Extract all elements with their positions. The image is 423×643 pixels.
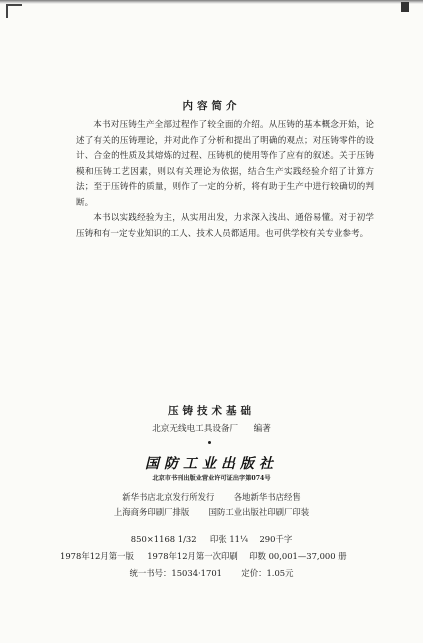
sellers: 各地新华书店经售	[233, 492, 301, 502]
first-edition: 1978年12月第一版	[60, 551, 134, 561]
typesetter: 上海商务印刷厂排版	[113, 507, 190, 517]
scan-edge-mark	[401, 2, 409, 12]
page-format: 850×1168 1/32	[130, 534, 197, 544]
print-run: 印数 00,001—37,000 册	[249, 551, 347, 561]
separator-dot	[208, 441, 211, 444]
edition-line	[60, 550, 380, 562]
publisher-logo: 国防工业出版社	[145, 456, 278, 472]
catalog-line	[0, 567, 423, 579]
intro-text	[76, 118, 374, 242]
intro-paragraph-1: 本书对压铸生产全部过程作了较全面的介绍。从压铸的基本概念开始，论述了有关的压铸理论，并对此作了分析和提出了明确的观点；对压铸零件的设计、合金的性质及其熔炼的过程、压铸机的使用等作了应有的叙述。关于压铸模和压铸工艺因素，则以有关理论为依据，结合生产实践经验介绍了计算方法；至于压铸件的质量，则作了一定的分析，将有助于生产中进行较确切的判断。	[76, 120, 374, 208]
word-count: 290千字	[259, 534, 293, 544]
book-title: 压铸技术基础	[168, 405, 255, 417]
author-line	[0, 422, 423, 434]
page-top-edge	[0, 0, 423, 4]
publisher-license: 北京市书刊出版业营业许可证出字第074号	[152, 475, 271, 482]
spec-line	[0, 533, 423, 545]
intro-paragraph-2: 本书以实践经验为主，从实用出发，力求深入浅出、通俗易懂。对于初学压铸和有一定专业知识的工人、技术人员都适用。也可供学校有关专业参考。	[76, 213, 374, 239]
first-printing: 1978年12月第一次印刷	[147, 551, 238, 561]
printer: 国防工业出版社印刷厂印装	[208, 507, 310, 517]
catalog-number: 统一书号：15034·1701	[129, 568, 222, 578]
author-role: 编著	[253, 424, 271, 434]
author-name: 北京无线电工具设备厂	[152, 424, 239, 434]
printing-line	[0, 506, 423, 518]
distributor: 新华书店北京发行所发行	[122, 492, 215, 502]
scan-corner-mark	[6, 4, 22, 18]
section-heading: 内容简介	[182, 100, 241, 112]
print-sheets: 印张 11¼	[209, 534, 249, 544]
distribution-line	[0, 491, 423, 503]
price: 定价：1.05元	[241, 568, 294, 578]
